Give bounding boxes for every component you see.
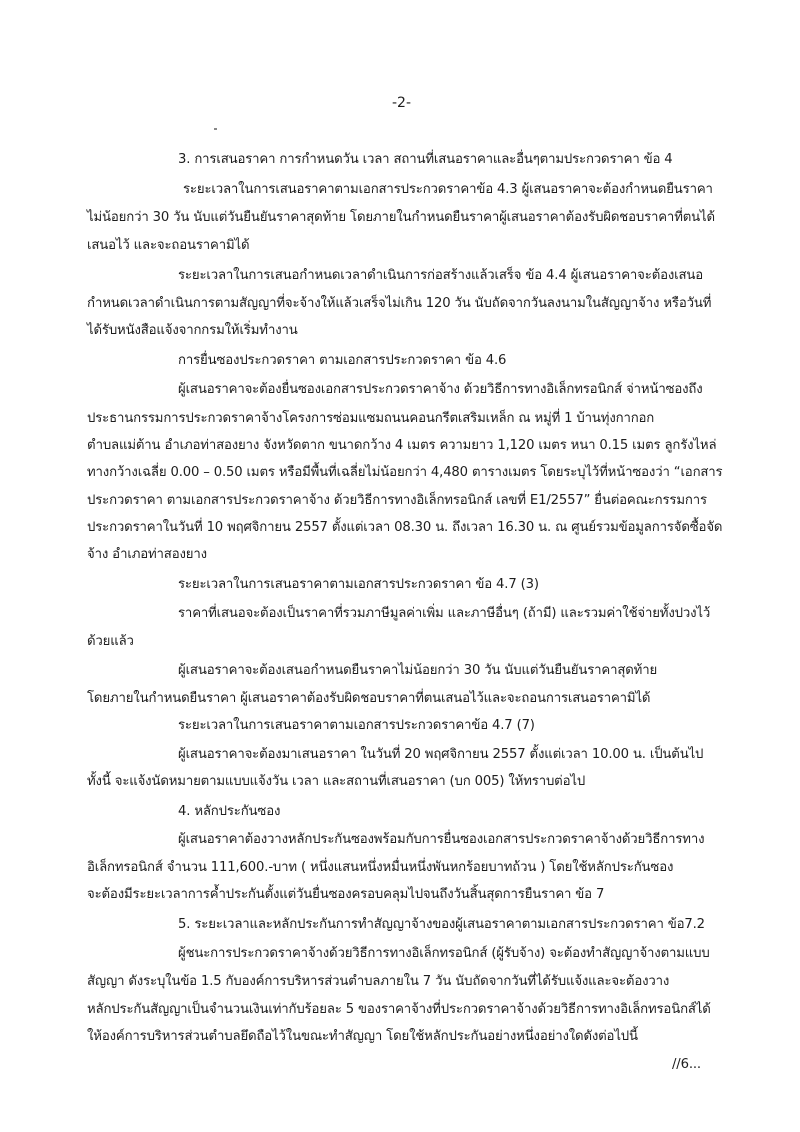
paragraph-line: ผู้เสนอราคาจะต้องเสนอกำหนดยืนราคาไม่น้อยกว่า 30 วัน นับแต่วันยืนยันราคาสุดท้าย bbox=[178, 663, 658, 678]
paragraph-line: ผู้เสนอราคาต้องวางหลักประกันซองพร้อมกับการยื่นซองเอกสารประกวดราคาจ้างด้วยวิธีการทาง bbox=[178, 832, 705, 847]
paragraph-line: ระยะเวลาในการเสนอราคาตามเอกสารประกวดราคา ข้อ 4.7 (3) bbox=[178, 577, 539, 592]
section-3-heading: 3. การเสนอราคา การกำหนดวัน เวลา สถานที่เสนอราคาและอื่นๆตามประกวดราคา ข้อ 4 bbox=[178, 152, 673, 167]
paragraph-line: ระยะเวลาในการเสนอราคาตามเอกสารประกวดราคาข้อ 4.3 ผู้เสนอราคาจะต้องกำหนดยืนราคา bbox=[183, 182, 713, 197]
paragraph-line: ทั้งนี้ จะแจ้งนัดหมายตามแบบแจ้งวัน เวลา และสถานที่เสนอราคา (บก 005) ให้ทราบต่อไป bbox=[87, 774, 586, 789]
paragraph-line: ด้วยแล้ว bbox=[87, 634, 134, 649]
paragraph-line: โดยภายในกำหนดยืนราคา ผู้เสนอราคาต้องรับผิดชอบราคาที่ตนเสนอไว้และจะถอนการเสนอราคามิได้ bbox=[87, 691, 651, 706]
page-number: -2- bbox=[392, 95, 412, 111]
paragraph-line: ได้รับหนังสือแจ้งจากกรมให้เริ่มทำงาน bbox=[87, 323, 298, 338]
paragraph-line: การยื่นซองประกวดราคา ตามเอกสารประกวดราคา ข้อ 4.6 bbox=[178, 353, 507, 368]
paragraph-line: ผู้เสนอราคาจะต้องยื่นซองเอกสารประกวดราคาจ้าง ด้วยวิธีการทางอิเล็กทรอนิกส์ จ่าหน้าซองถึง bbox=[178, 382, 703, 397]
paragraph-line: กำหนดเวลาดำเนินการตามสัญญาที่จะจ้างให้แล้วเสร็จไม่เกิน 120 วัน นับถัดจากวันลงนามในสัญญาจ้าง หรือวันที่ bbox=[87, 296, 712, 311]
paragraph-line: อิเล็กทรอนิกส์ จำนวน 111,600.-บาท ( หนึ่งแสนหนึ่งหมื่นหนึ่งพันหกร้อยบาทถ้วน ) โดยใช้หลักประกันซอง bbox=[87, 860, 674, 875]
paragraph-line: ประกวดราคาในวันที่ 10 พฤศจิกายน 2557 ตั้งแต่เวลา 08.30 น. ถึงเวลา 16.30 น. ณ ศูนย์รวมข้อมูลการจัดซื้อจัด bbox=[87, 520, 723, 535]
paragraph-line: ประกวดราคา ตามเอกสารประกวดราคาจ้าง ด้วยวิธีการทางอิเล็กทรอนิกส์ เลขที่ E1/2557” ยื่นต่อคณะกรรมการ bbox=[87, 493, 707, 508]
paragraph-line: ไม่น้อยกว่า 30 วัน นับแต่วันยืนยันราคาสุดท้าย โดยภายในกำหนดยืนราคาผู้เสนอราคาต้องรับผิดชอบราคาที่ตนได้ bbox=[87, 210, 715, 225]
paragraph-line: จ้าง อำเภอท่าสองยาง bbox=[87, 547, 207, 562]
paragraph-line: ราคาที่เสนอจะต้องเป็นราคาที่รวมภาษีมูลค่าเพิ่ม และภาษีอื่นๆ (ถ้ามี) และรวมค่าใช้จ่ายทั้งปวงไว้ bbox=[178, 606, 711, 621]
section-5-heading: 5. ระยะเวลาและหลักประกันการทำสัญญาจ้างของผู้เสนอราคาตามเอกสารประกวดราคา ข้อ7.2 bbox=[178, 917, 705, 932]
paragraph-line: ผู้เสนอราคาจะต้องมาเสนอราคา ในวันที่ 20 พฤศจิกายน 2557 ตั้งแต่เวลา 10.00 น. เป็นต้นไป bbox=[178, 747, 704, 762]
paragraph-line: ระยะเวลาในการเสนอกำหนดเวลาดำเนินการก่อสร้างแล้วเสร็จ ข้อ 4.4 ผู้เสนอราคาจะต้องเสนอ bbox=[178, 268, 704, 283]
paragraph-line: ระยะเวลาในการเสนอราคาตามเอกสารประกวดราคาข้อ 4.7 (7) bbox=[178, 718, 535, 733]
section-4-heading: 4. หลักประกันซอง bbox=[178, 804, 281, 819]
paragraph-line: เสนอไว้ และจะถอนราคามิได้ bbox=[87, 238, 250, 253]
paragraph-line: ผู้ชนะการประกวดราคาจ้างด้วยวิธีการทางอิเล็กทรอนิกส์ (ผู้รับจ้าง) จะต้องทำสัญญาจ้างตามแบบ bbox=[178, 946, 710, 961]
scan-speck bbox=[214, 128, 217, 130]
paragraph-line: สัญญา ดังระบุในข้อ 1.5 กับองค์การบริหารส่วนตำบลภายใน 7 วัน นับถัดจากวันที่ได้รับแจ้งและจะต้องวาง bbox=[87, 974, 670, 989]
paragraph-line: ให้องค์การบริหารส่วนตำบลยึดถือไว้ในขณะทำสัญญา โดยใช้หลักประกันอย่างหนึ่งอย่างใดดังต่อไปนี้ bbox=[87, 1029, 638, 1044]
paragraph-line: ประธานกรรมการประกวดราคาจ้างโครงการซ่อมแซมถนนคอนกรีตเสริมเหล็ก ณ หมู่ที่ 1 บ้านทุ่งกากอก bbox=[87, 411, 655, 426]
paragraph-line: ตำบลแม่ต้าน อำเภอท่าสองยาง จังหวัดตาก ขนาดกว้าง 4 เมตร ความยาว 1,120 เมตร หนา 0.15 เมตร ลูกรังไหล่ bbox=[87, 438, 717, 453]
paragraph-line: ทางกว้างเฉลี่ย 0.00 – 0.50 เมตร หรือมีพื้นที่เฉลี่ยไม่น้อยกว่า 4,480 ตารางเมตร โดยระบุไว้ที่หน้าซองว่า “เอกสาร bbox=[87, 465, 723, 480]
continuation-marker: //6... bbox=[672, 1057, 701, 1072]
paragraph-line: หลักประกันสัญญาเป็นจำนวนเงินเท่ากับร้อยละ 5 ของราคาจ้างที่ประกวดราคาจ้างด้วยวิธีการทางอิเล็กทรอนิกส์ได้ bbox=[87, 1002, 711, 1017]
paragraph-line: จะต้องมีระยะเวลาการค้ำประกันตั้งแต่วันยื่นซองครอบคลุมไปจนถึงวันสิ้นสุดการยืนราคา ข้อ 7 bbox=[87, 887, 605, 902]
